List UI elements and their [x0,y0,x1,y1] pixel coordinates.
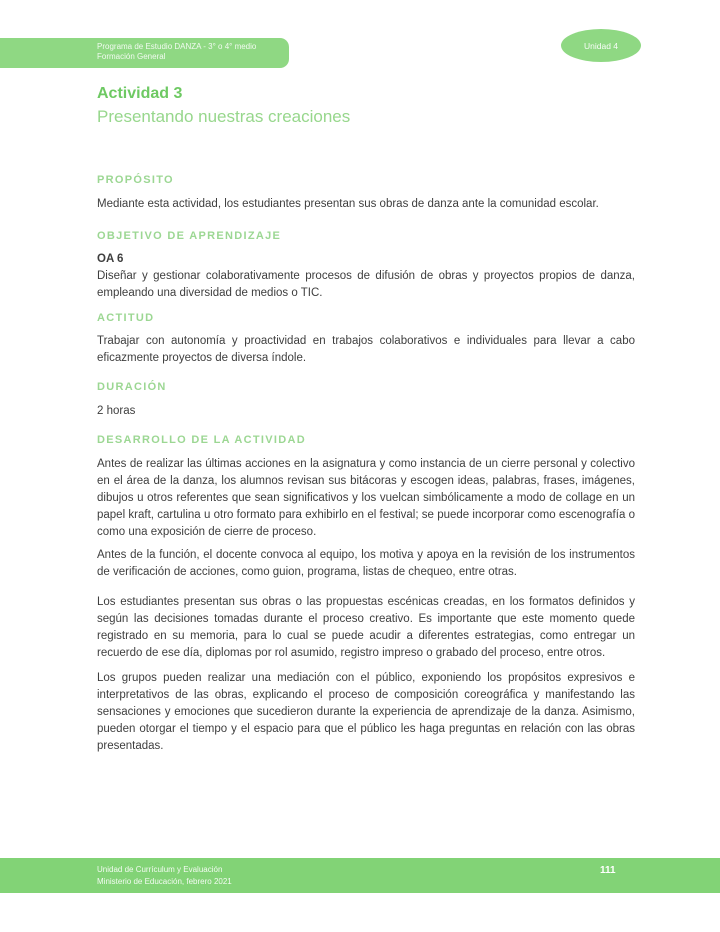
section-heading-proposito: PROPÓSITO [97,174,174,186]
objetivo-body: Diseñar y gestionar colaborativamente procesos de difusión de obras y proyectos propios de danza, empleando una diversidad de medios o TIC. [97,270,635,299]
header-program-line: Programa de Estudio DANZA - 3° o 4° medio [97,42,257,51]
oa-label: OA 6 [97,253,124,265]
header-bar [0,38,289,68]
proposito-body: Mediante esta actividad, los estudiantes presentan sus obras de danza ante la comunidad escolar. [97,198,599,210]
section-heading-desarrollo: DESARROLLO DE LA ACTIVIDAD [97,434,306,446]
duracion-body: 2 horas [97,405,136,417]
section-heading-duracion: DURACIÓN [97,381,167,393]
desarrollo-paragraph-2: Antes de la función, el docente convoca al equipo, los motiva y apoya en la revisión de los instrumentos de verificación de acciones, como guion, programa, listas de chequeo, entre otras. [97,549,635,578]
footer-unit-line: Unidad de Currículum y Evaluación [97,865,223,874]
unit-badge: Unidad 4 [561,29,641,62]
desarrollo-paragraph-1: Antes de realizar las últimas acciones en la asignatura y como instancia de un cierre personal y colectivo en el área de la danza, los alumnos revisan sus bitácoras y escogen ideas, palabras, frases, imágenes, dibujos u otros referentes que sean significativos y los vuelcan simbólicamente a modo de collage en un papel kraft, cartulina u otro formato para exhibirlo en el festival; se puede incorporar como escenografía o como una exposición de cierre de proceso. [97,458,635,538]
main-content [97,84,635,755]
desarrollo-paragraph-3: Los estudiantes presentan sus obras o las propuestas escénicas creadas, en los formatos definidos y según las decisiones tomadas durante el proceso creativo. Es importante que este momento quede registrado en su memoria, para lo cual se puede acudir a diferentes estrategias, como entregar un recuerdo de ese día, diplomas por rol asumido, registro impreso o grabado del proceso, entre otros. [97,596,635,659]
actitud-body: Trabajar con autonomía y proactividad en trabajos colaborativos e individuales para llevar a cabo eficazmente proyectos de diversa índole. [97,335,635,364]
footer-ministry-line: Ministerio de Educación, febrero 2021 [97,876,232,886]
section-heading-objetivo: OBJETIVO DE APRENDIZAJE [97,230,282,242]
desarrollo-paragraph-4: Los grupos pueden realizar una mediación con el público, exponiendo los propósitos expresivos e interpretativos de las obras, explicando el proceso de composición coreográfica y manifestando las sensaciones y emociones que sucedieron durante la experiencia de aprendizaje de la danza. Asimismo, pueden otorgar el tiempo y el espacio para que el público les haga preguntas en relación con las obras presentadas. [97,672,635,752]
activity-subtitle: Presentando nuestras creaciones [97,107,351,126]
page-number: 111 [600,865,616,876]
header-track-line: Formación General [97,52,166,61]
activity-title: Actividad 3 [97,85,183,102]
section-heading-actitud: ACTITUD [97,312,155,324]
